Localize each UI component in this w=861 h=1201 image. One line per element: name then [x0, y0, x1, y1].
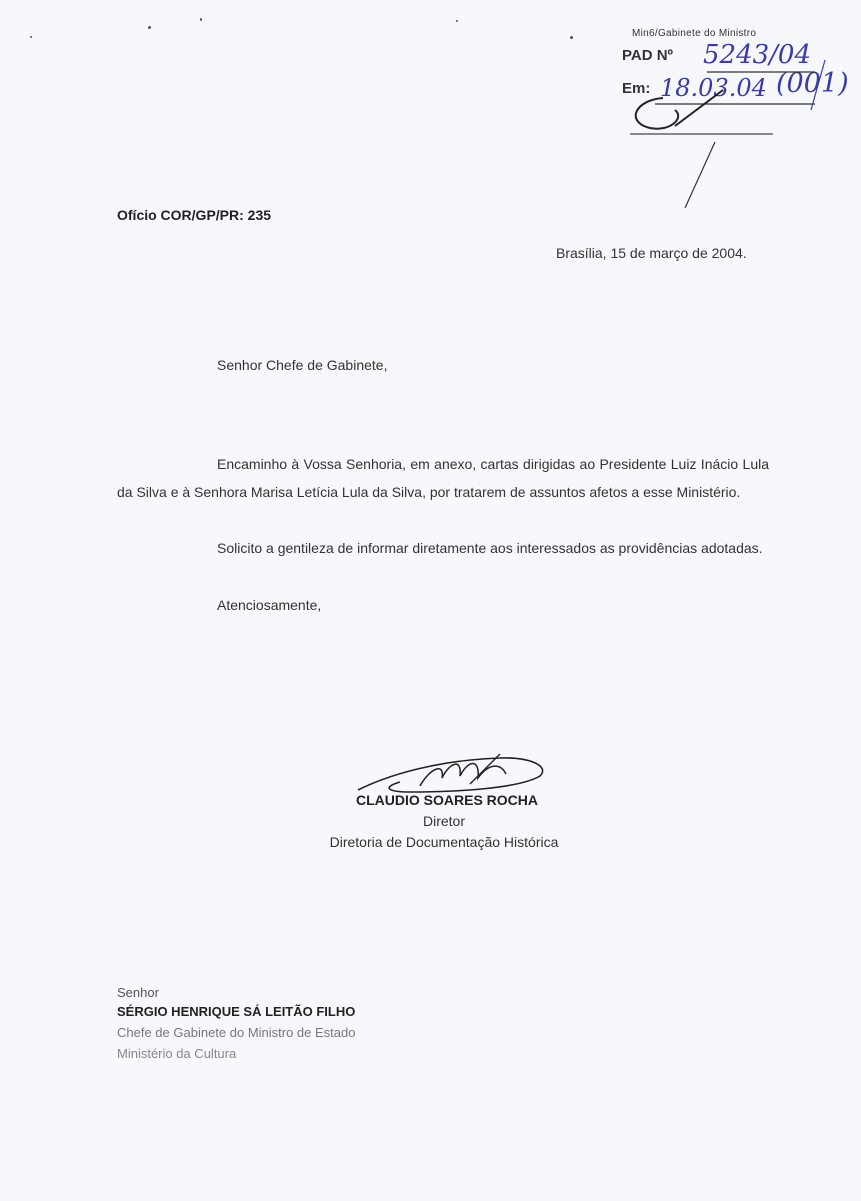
- signatory-name: CLAUDIO SOARES ROCHA: [356, 792, 539, 808]
- stamp-em-code: (001): [776, 68, 849, 99]
- recipient-name: SÉRGIO HENRIQUE SÁ LEITÃO FILHO: [117, 1004, 356, 1019]
- stamp-header: Min6/Gabinete do Ministro: [632, 28, 757, 39]
- recipient-organization: Ministério da Cultura: [117, 1046, 237, 1061]
- salutation: Senhor Chefe de Gabinete,: [217, 357, 388, 373]
- body-paragraph: Solicito a gentileza de informar diretamente aos interessados as providências adotadas.: [217, 540, 763, 556]
- scan-speck: [456, 20, 458, 22]
- recipient-title: Chefe de Gabinete do Ministro de Estado: [117, 1025, 356, 1040]
- stamp-em-label: Em:: [622, 80, 651, 97]
- date-line: Brasília, 15 de março de 2004.: [556, 245, 747, 261]
- stamp-pad-label: PAD Nº: [622, 47, 674, 64]
- scan-speck: [148, 26, 151, 29]
- stamp-pad-number: 5243/04: [703, 40, 812, 70]
- document-reference: Ofício COR/GP/PR: 235: [117, 207, 272, 223]
- stamp-em-date: 18.03.04: [660, 74, 767, 102]
- scan-speck: [30, 36, 32, 38]
- signatory-department: Diretoria de Documentação Histórica: [329, 834, 559, 850]
- body-paragraph: Encaminho à Vossa Senhoria, em anexo, cartas dirigidas ao Presidente Luiz Inácio Lula da Silva e à Senhora Marisa Letícia Lula da Silva, por tratarem de assuntos afetos a esse Ministério.: [117, 456, 769, 500]
- stamp-lines-and-initials: [615, 60, 845, 220]
- recipient-honorific: Senhor: [117, 985, 159, 1000]
- signatory-role: Diretor: [422, 813, 465, 829]
- scan-speck: [570, 36, 573, 39]
- scan-speck: [200, 18, 202, 21]
- closing: Atenciosamente,: [217, 597, 322, 613]
